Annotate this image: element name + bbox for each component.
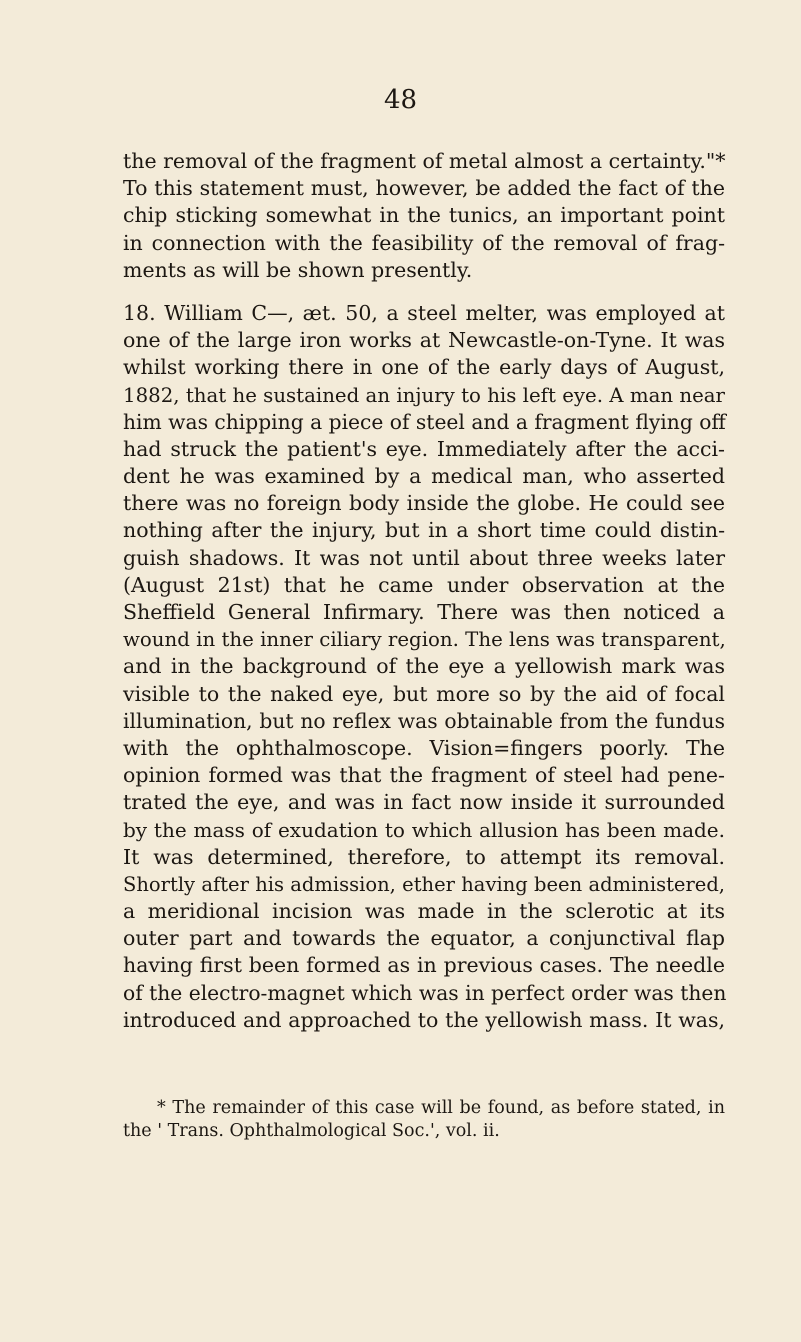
text-line: guish shadows. It was not until about three weeks later [123, 545, 725, 570]
text-line: a meridional incision was made in the sclerotic at its [123, 899, 725, 924]
text-line: wound in the inner ciliary region. The lens was transparent, [123, 628, 726, 652]
text-line: the removal of the fragment of metal almost a certainty."* [123, 149, 726, 173]
text-line: It was determined, therefore, to attempt its removal. [123, 844, 725, 869]
text-line: had struck the patient's eye. Immediately after the acci- [123, 436, 725, 461]
text-line: him was chipping a piece of steel and a fragment flying off [123, 409, 726, 434]
text-line: nothing after the injury, but in a short time could distin- [123, 518, 725, 543]
text-line: To this statement must, however, be added the fact of the [123, 176, 725, 201]
paragraph [123, 148, 725, 284]
text-line: and in the background of the eye a yellowish mark was [123, 654, 725, 679]
paragraph [123, 300, 725, 1034]
text-line: introduced and approached to the yellowish mass. It was, [123, 1007, 725, 1032]
text-line: 18. William C—, æt. 50, a steel melter, was employed at [123, 300, 725, 325]
text-line: chip sticking somewhat in the tunics, an important point [123, 203, 725, 228]
footnote-line: the ' Trans. Ophthalmological Soc.', vol. ii. [123, 1121, 500, 1141]
text-line: ments as will be shown presently. [123, 257, 473, 282]
text-line: whilst working there in one of the early days of August, [123, 355, 725, 380]
text-line: visible to the naked eye, but more so by the aid of focal [123, 681, 725, 706]
text-line: Shortly after his admission, ether having been administered, [123, 872, 725, 896]
text-line: illumination, but no reflex was obtainable from the fundus [123, 708, 725, 733]
paragraph-gap [123, 284, 725, 300]
text-line: trated the eye, and was in fact now inside it surrounded [123, 790, 725, 815]
text-line: of the electro-magnet which was in perfect order was then [123, 980, 727, 1005]
text-line: 1882, that he sustained an injury to his left eye. A man near [123, 383, 725, 407]
page-number: 48 [383, 85, 418, 115]
text-line: opinion formed was that the fragment of steel had pene- [123, 763, 725, 788]
text-line: outer part and towards the equator, a conjunctival flap [123, 926, 725, 951]
text-line: there was no foreign body inside the globe. He could see [123, 491, 725, 516]
text-line: having first been formed as in previous cases. The needle [123, 953, 725, 978]
text-line: dent he was examined by a medical man, who asserted [123, 464, 725, 489]
text-line: Sheffield General Infirmary. There was then noticed a [123, 600, 725, 624]
text-line: by the mass of exudation to which allusion has been made. [123, 817, 725, 842]
footnote-line: * The remainder of this case will be found, as before stated, in [157, 1098, 725, 1118]
footnote [123, 1097, 725, 1143]
text-line: one of the large iron works at Newcastle-on-Tyne. It was [123, 328, 725, 353]
text-line: in connection with the feasibility of the removal of frag- [123, 230, 725, 255]
body-text [123, 148, 725, 1034]
text-line: (August 21st) that he came under observation at the [123, 572, 725, 597]
text-line: with the ophthalmoscope. Vision=fingers poorly. The [123, 735, 725, 760]
